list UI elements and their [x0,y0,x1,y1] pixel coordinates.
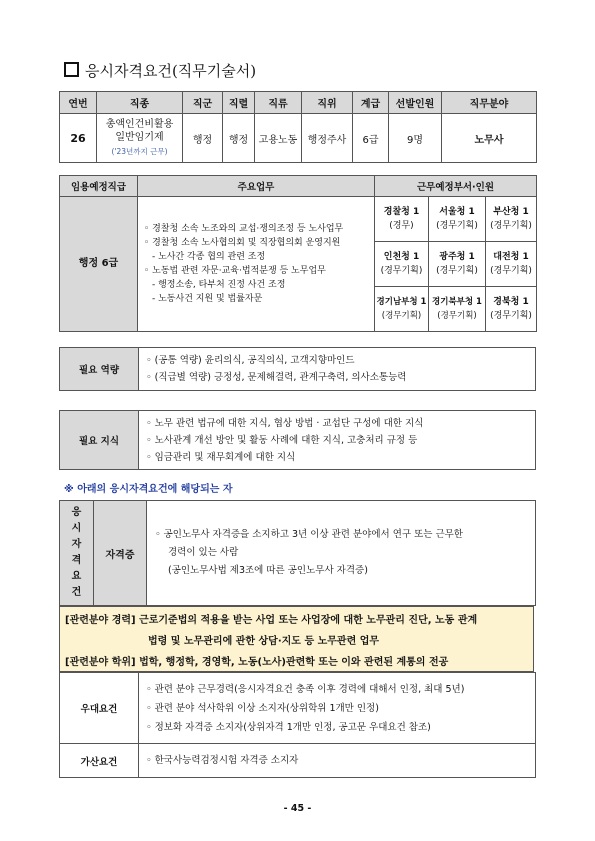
vertical-char: 자 [71,539,82,550]
office-cell [486,287,537,332]
related-field-box [59,606,534,672]
office-cell [375,242,429,287]
preference-item: ◦ 관련 분야 근무경력(응시자격요건 충족 이후 경력에 대해서 인정, 최대 5년) [146,683,465,695]
header-cell: 임용예정직급 [60,176,138,197]
office-name: 경기북부청 1 [432,297,482,307]
job-grade: 6급 [353,114,389,163]
checkbox-icon [64,62,79,77]
requirement-line: 경력이 있는 사람 [168,547,239,558]
table-row [60,114,537,163]
job-position: 행정주사 [302,114,353,163]
certificate-requirement [147,501,536,606]
page-title [64,60,256,81]
appointment-grade: 행정 6급 [60,197,138,332]
bonus-label: 가산요건 [60,744,139,778]
office-dept: (경무기획) [380,266,423,276]
related-career-cont: 법령 및 노무관리에 관한 상담·지도 등 노무관련 업무 [148,636,380,647]
main-duties [138,197,375,332]
office-cell [429,242,486,287]
header-cell: 직위 [302,92,353,114]
office-cell [375,197,429,242]
page-title-text: 응시자격요건(직무기술서) [85,62,257,80]
job-type-line1: 총액인건비활용 [105,119,174,130]
duty-item: ◦ 경찰청 소속 노조와의 교섭·쟁의조정 등 노사업무 [144,224,344,234]
preference-item: ◦ 정보화 자격증 소지자(상위자격 1개만 인정, 공고문 우대요건 참조) [146,721,431,733]
bonus-table [59,743,536,778]
office-name: 경찰청 1 [383,207,420,217]
duty-item: ◦ 경찰청 소속 노사협의회 및 직장협의회 운영지원 [144,238,341,248]
office-cell [486,242,537,287]
vertical-char: 격 [71,555,82,566]
office-cell [375,287,429,332]
competency-item: ◦ (공통 역량) 윤리의식, 공직의식, 고객지향마인드 [146,355,355,366]
knowledge-item: ◦ 임금관리 및 재무회계에 대한 지식 [146,451,296,463]
vertical-char: 응 [71,507,82,518]
preference-table [59,672,536,744]
duty-item: ◦ 노동법 관련 자문·교육·법적분쟁 등 노무업무 [144,266,326,276]
duty-subitem: - 행정소송, 타부처 진정 사건 조정 [152,280,286,290]
table-header-row [60,92,537,114]
vertical-char: 건 [71,587,82,598]
office-name: 광주청 1 [439,252,475,262]
header-cell: 주요업무 [138,176,375,197]
vertical-char: 요 [71,571,82,582]
header-cell: 직군 [183,92,223,114]
office-cell [429,287,486,332]
office-name: 경기남부청 1 [376,297,427,307]
office-dept: (경무기획) [437,311,477,321]
job-series: 행정 [223,114,255,163]
eligibility-notice: ※ 아래의 응시자격요건에 해당되는 자 [64,484,233,495]
page-number: - 45 - [283,803,312,814]
header-cell: 선발인원 [389,92,442,114]
job-subseries: 고용노동 [255,114,302,163]
header-cell: 연번 [60,92,97,114]
job-type-cell [97,114,183,163]
knowledge-item: ◦ 노무 관련 법규에 대한 지식, 협상 방법 · 교섭단 구성에 대한 지식 [146,417,424,429]
competency-items [139,348,536,391]
office-dept: (경무기획) [490,266,532,276]
job-type-note: ('23년까지 근무) [111,147,168,156]
office-name: 서울청 1 [439,207,475,217]
duty-subitem: - 노동사건 지원 및 법률자문 [152,294,263,304]
header-cell: 계급 [353,92,389,114]
bonus-item: ◦ 한국사능력검정시험 자격증 소지자 [139,744,536,778]
office-dept: (경무기획) [381,311,422,321]
office-dept: (경무기획) [490,311,532,321]
requirement-line: ◦ 공인노무사 자격증을 소지하고 3년 이상 관련 분야에서 연구 또는 근무한 [155,529,463,540]
office-dept: (경무) [389,221,414,231]
knowledge-items [139,411,536,470]
office-dept: (경무기획) [436,221,478,231]
header-cell: 직종 [97,92,183,114]
hire-count: 9명 [389,114,442,163]
office-cell [429,197,486,242]
duties-table [59,175,537,332]
position-summary-table [59,91,537,163]
office-name: 부산청 1 [493,207,529,217]
serial-number: 26 [60,114,97,163]
preference-label: 우대요건 [60,673,139,744]
preference-items [139,673,536,744]
header-cell: 근무예정부서·인원 [375,176,537,197]
certificate-label: 자격증 [94,501,147,606]
knowledge-item: ◦ 노사관계 개선 방안 및 활동 사례에 대한 지식, 고충처리 규정 등 [146,434,418,446]
table-header-row [60,176,537,197]
header-cell: 직무분야 [442,92,537,114]
qualification-table [59,500,536,606]
office-cell [486,197,537,242]
office-dept: (경무기획) [436,266,478,276]
office-name: 대전청 1 [493,252,529,262]
related-career: [관련분야 경력] 근로기준법의 적용을 받는 사업 또는 사업장에 대한 노무관리 진단, 노동 관계 [65,615,478,626]
office-row [60,197,537,242]
competency-table [59,347,536,391]
job-group: 행정 [183,114,223,163]
header-cell: 직류 [255,92,302,114]
competency-item: ◦ (직급별 역량) 긍정성, 문제해결력, 관계구축력, 의사소통능력 [146,372,407,383]
office-dept: (경무기획) [490,221,532,231]
office-name: 인천청 1 [383,252,420,262]
header-cell: 직렬 [223,92,255,114]
job-field: 노무사 [442,114,537,163]
job-type-line2: 일반임기제 [115,132,164,143]
eligibility-vertical-label [60,501,94,606]
knowledge-table [59,410,536,470]
vertical-char: 시 [71,523,82,534]
office-name: 경북청 1 [493,297,529,307]
duty-subitem: - 노사간 각종 협의 관련 조정 [152,252,266,262]
requirement-line: (공인노무사법 제3조에 따른 공인노무사 자격증) [168,565,368,576]
knowledge-label: 필요 지식 [60,411,139,470]
preference-item: ◦ 관련 분야 석사학위 이상 소지자(상위학위 1개만 인정) [146,702,379,714]
competency-label: 필요 역량 [60,348,139,391]
related-degree: [관련분야 학위] 법학, 행정학, 경영학, 노동(노사)관련학 또는 이와 관련된 계통의 전공 [65,657,449,668]
